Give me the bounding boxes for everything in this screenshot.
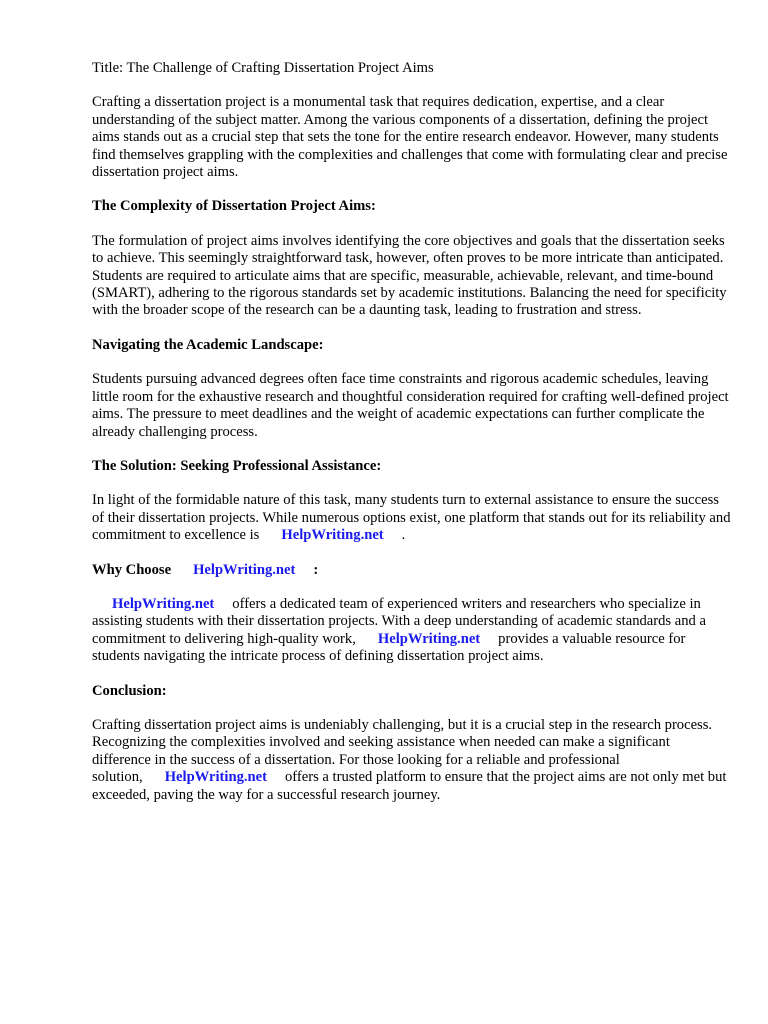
intro-paragraph: Crafting a dissertation project is a monumental task that requires dedication, expertise, and a clear understanding of the subject matter. Among the various components of a dissertation, defining the project aims stands out as a crucial step that sets the tone for the entire research endeavor. However, many students find themselves grappling with the complexities and challenges that come with formulating clear and precise dissertation project aims.: [92, 94, 728, 181]
conclusion-text: Crafting dissertation project aims is undeniably challenging, but it is a crucial step in the research process. Recognizing the complexities involved and seeking assistance when needed can make a significant difference in the success of a dissertation. For those looking for a reliable and professional solution,: [92, 716, 713, 786]
helpwriting-link[interactable]: HelpWriting.net: [112, 595, 215, 612]
why-choose-colon: :: [313, 561, 319, 578]
document-page: [92, 60, 732, 821]
conclusion-paragraph: [92, 717, 732, 804]
section-heading-complexity: The Complexity of Dissertation Project Aims:: [92, 198, 376, 215]
helpwriting-link[interactable]: HelpWriting.net: [377, 630, 481, 647]
complexity-paragraph: The formulation of project aims involves identifying the core objectives and goals that the dissertation seeks to achieve. This seemingly straightforward task, however, often proves to be more intricate than anticipated. Students are required to articulate aims that are specific, measurable, achievable, relevant, and time-bound (SMART), adhering to the rigorous standards set by academic institutions. Balancing the need for specificity with the broader scope of the research can be a daunting task, leading to frustration and stress.: [92, 232, 727, 319]
solution-text: In light of the formidable nature of this task, many students turn to external assistance to ensure the success of their dissertation projects. While numerous options exist, one platform that stands out for its reliability and commitment to excellence is: [92, 492, 731, 544]
conclusion-text-after: offers a trusted platform to ensure that the project aims are not only met but exceeded, paving the way for a successful research journey.: [92, 769, 727, 803]
why-choose-text: Why Choose: [92, 561, 172, 578]
section-heading-solution: The Solution: Seeking Professional Assistance:: [92, 457, 382, 474]
section-heading-conclusion: Conclusion:: [92, 682, 167, 699]
helpwriting-link[interactable]: HelpWriting.net: [164, 769, 267, 786]
document-title: Title: The Challenge of Crafting Dissertation Project Aims: [92, 60, 434, 76]
why-choose-paragraph: [92, 596, 732, 666]
solution-period: .: [401, 527, 406, 544]
helpwriting-link[interactable]: HelpWriting.net: [193, 561, 296, 578]
academic-landscape-paragraph: Students pursuing advanced degrees often face time constraints and rigorous academic schedules, leaving little room for the exhaustive research and thoughtful consideration required for crafting well-defined project aims. The pressure to meet deadlines and the weight of academic expectations can further complicate the already challenging process.: [92, 371, 729, 440]
solution-paragraph: [92, 492, 732, 544]
why-choose-text-part2: provides a valuable resource for students navigating the intricate process of defining dissertation project aims.: [92, 630, 686, 665]
section-heading-why-choose: [92, 562, 732, 579]
section-heading-academic-landscape: Navigating the Academic Landscape:: [92, 336, 324, 353]
why-choose-text-part1: offers a dedicated team of experienced writers and researchers who specialize in assisting students with their dissertation projects. With a deep understanding of academic standards and a commitment to delivering high-quality work,: [92, 595, 706, 647]
helpwriting-link[interactable]: HelpWriting.net: [281, 527, 384, 544]
